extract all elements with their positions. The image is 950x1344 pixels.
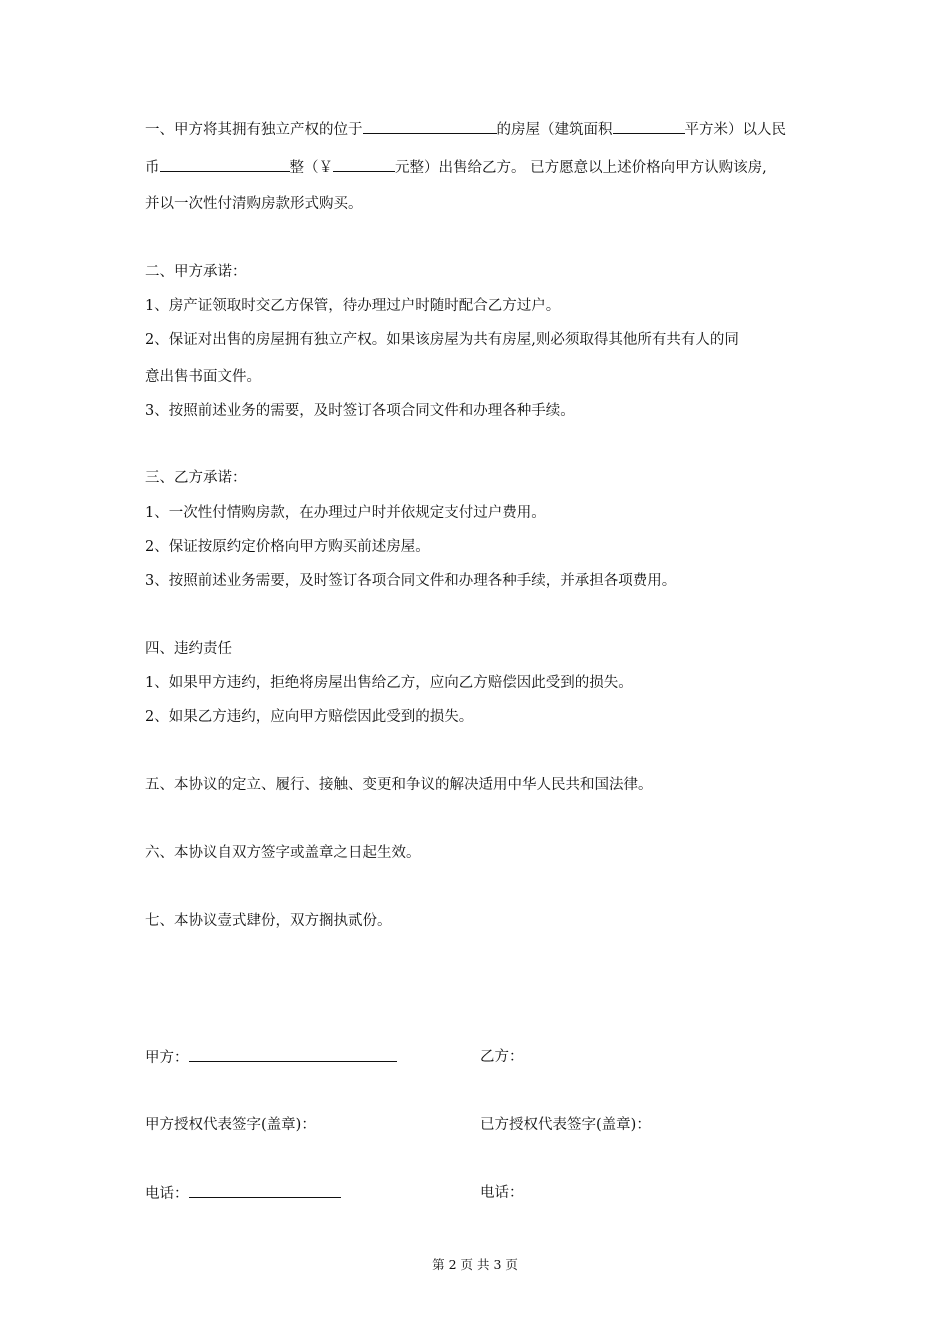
section2-item2a: 2、保证对出售的房屋拥有独立产权。如果该房屋为共有房屋,则必须取得其他所有共有人的同 (145, 332, 739, 348)
section4-item1: 1、如果甲方违约，拒绝将房屋出售给乙方，应向乙方赔偿因此受到的损失。 (145, 675, 633, 691)
section2-item1: 1、房产证领取时交乙方保管，待办理过户时随时配合乙方过户。 (145, 298, 561, 314)
section1-line2 (145, 157, 767, 178)
section3-item3: 3、按照前述业务需要，及时签订各项合同文件和办理各种手续，并承担各项费用。 (145, 573, 677, 589)
section7: 七、本协议壹式肆份，双方搁执贰份。 (145, 913, 392, 929)
text: 元整）出售给乙方。 已方愿意以上述价格向甲方认购该房, (395, 160, 767, 176)
area-blank (613, 119, 685, 134)
section4-heading: 四、违约责任 (145, 641, 232, 657)
party-b-signature: 乙方： (480, 1049, 524, 1065)
location-blank (363, 119, 497, 134)
phone-a-label: 电话： (145, 1186, 189, 1202)
section4-item2: 2、如果乙方违约，应向甲方赔偿因此受到的损失。 (145, 709, 474, 725)
party-b-phone: 电话： (480, 1185, 524, 1201)
text: 整（￥ (289, 160, 333, 176)
section2-item2b: 意出售书面文件。 (145, 369, 261, 385)
party-a-label: 甲方： (145, 1050, 189, 1066)
party-b-rep-label: 已方授权代表签字(盖章)： (480, 1117, 651, 1133)
section1-line1 (145, 119, 786, 140)
party-a-phone (145, 1183, 341, 1204)
party-a-blank (189, 1047, 397, 1062)
section1-line3: 并以一次性付清购房款形式购买。 (145, 196, 363, 212)
text: 一、甲方将其拥有独立产权的位于 (145, 122, 363, 138)
phone-a-blank (189, 1183, 341, 1198)
section5: 五、本协议的定立、履行、接触、变更和争议的解决适用中华人民共和国法律。 (145, 777, 653, 793)
price-blank (160, 157, 290, 172)
party-a-rep-label: 甲方授权代表签字(盖章)： (145, 1117, 316, 1133)
text: 的房屋（建筑面积 (496, 122, 613, 138)
section3-item2: 2、保证按原约定价格向甲方购买前述房屋。 (145, 539, 430, 555)
text: 平方米）以人民 (684, 122, 786, 138)
price-number-blank (333, 157, 395, 172)
section3-item1: 1、一次性付情购房款，在办理过户时并依规定支付过户费用。 (145, 505, 546, 521)
party-a-signature (145, 1047, 397, 1068)
section2-heading: 二、甲方承诺： (145, 264, 247, 280)
page-footer: 第 2 页 共 3 页 (432, 1257, 518, 1272)
section6: 六、本协议自双方签字或盖章之日起生效。 (145, 845, 421, 861)
text: 币 (145, 160, 160, 176)
section3-heading: 三、乙方承诺： (145, 470, 247, 486)
section2-item3: 3、按照前述业务的需要，及时签订各项合同文件和办理各种手续。 (145, 403, 575, 419)
